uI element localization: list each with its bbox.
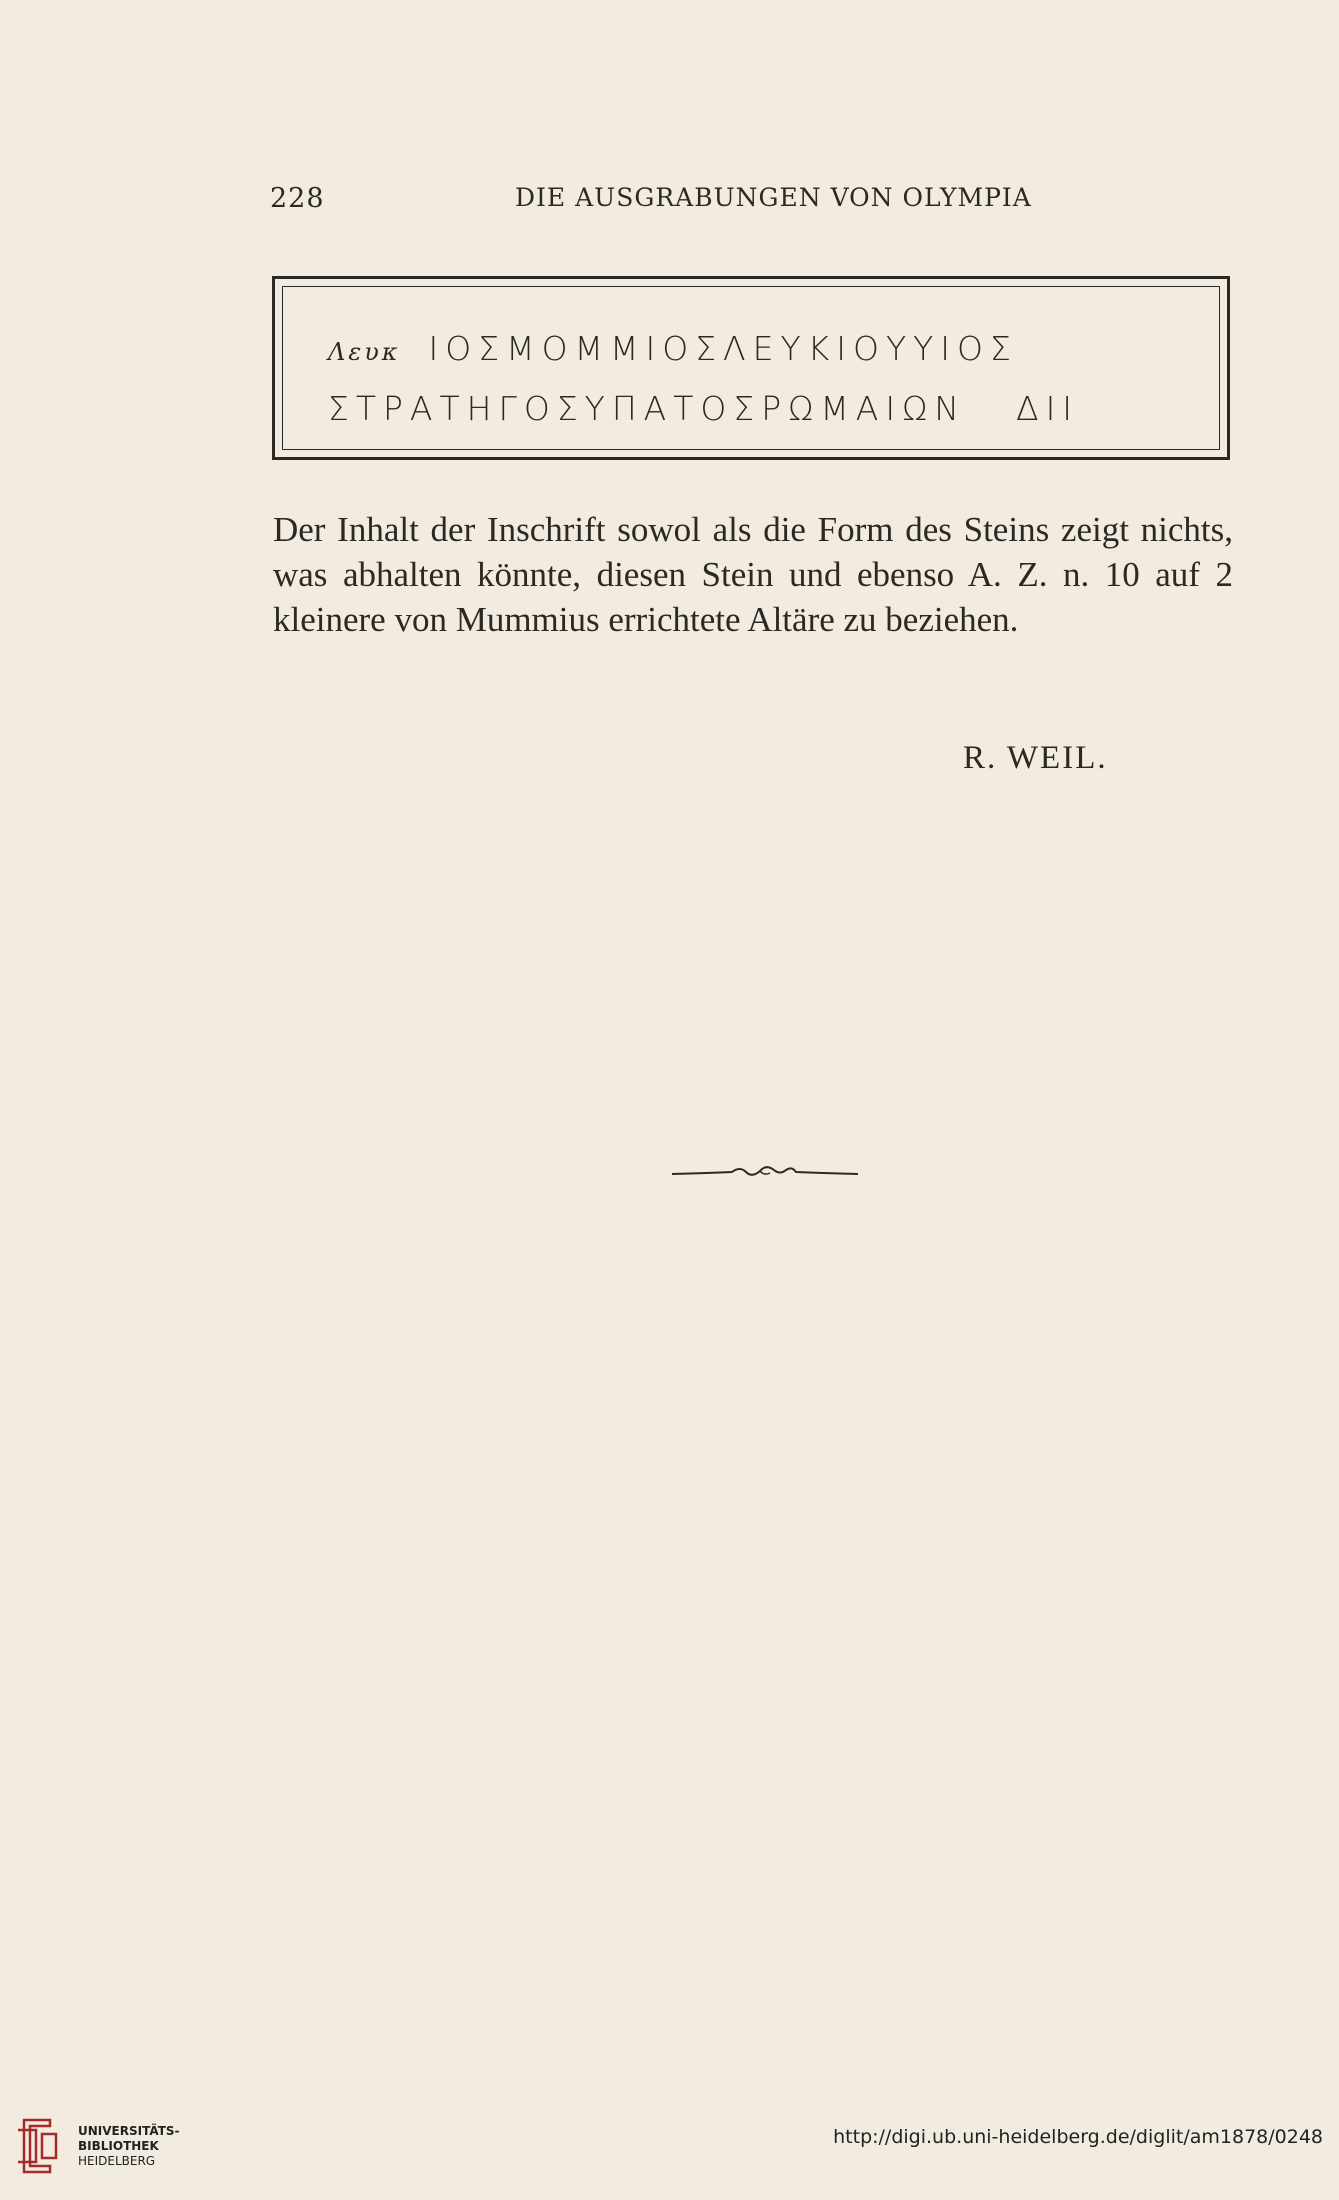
library-logo-icon bbox=[14, 2116, 60, 2176]
inscription-inner-frame bbox=[282, 286, 1220, 450]
page-number: 228 bbox=[270, 183, 325, 214]
inscription-line-1-text: ΙΟΣΜΟΜΜΙΟΣΛΕΥΚΙΟΥΥΙΟΣ bbox=[428, 329, 1018, 368]
inscription-line-1-prefix: Λευκ bbox=[328, 338, 401, 366]
logo-line-2: BIBLIOTHEK bbox=[78, 2139, 159, 2153]
permalink-url[interactable]: http://digi.ub.uni-heidelberg.de/diglit/am1878/0248 bbox=[833, 2126, 1323, 2148]
ornament-divider-icon bbox=[670, 1160, 860, 1184]
body-paragraph: Der Inhalt der Inschrift sowol als die Form des Steins zeigt nichts, was abhalten könnte, diesen Stein und ebenso A. Z. n. 10 auf 2 kleinere von Mummius errichtete Altäre zu beziehen. bbox=[273, 510, 1233, 639]
inscription-line-2-suffix: ΔΙΙ bbox=[1016, 389, 1080, 428]
running-title: DIE AUSGRABUNGEN VON OLYMPIA bbox=[515, 183, 1032, 212]
library-logo-text bbox=[78, 2124, 180, 2169]
inscription-line-2-text: ΣΤΡΑΤΗΓΟΣΥΠΑΤΟΣΡΩΜΑΙΩΝ bbox=[328, 389, 966, 428]
inscription-line-2 bbox=[328, 389, 1079, 428]
inscription-line-1 bbox=[328, 329, 1018, 368]
library-logo[interactable] bbox=[14, 2112, 180, 2182]
author-signature: R. WEIL. bbox=[963, 740, 1108, 776]
inscription-frame bbox=[272, 276, 1230, 460]
logo-line-1: UNIVERSITÄTS- bbox=[78, 2124, 180, 2138]
logo-line-3: HEIDELBERG bbox=[78, 2154, 156, 2168]
